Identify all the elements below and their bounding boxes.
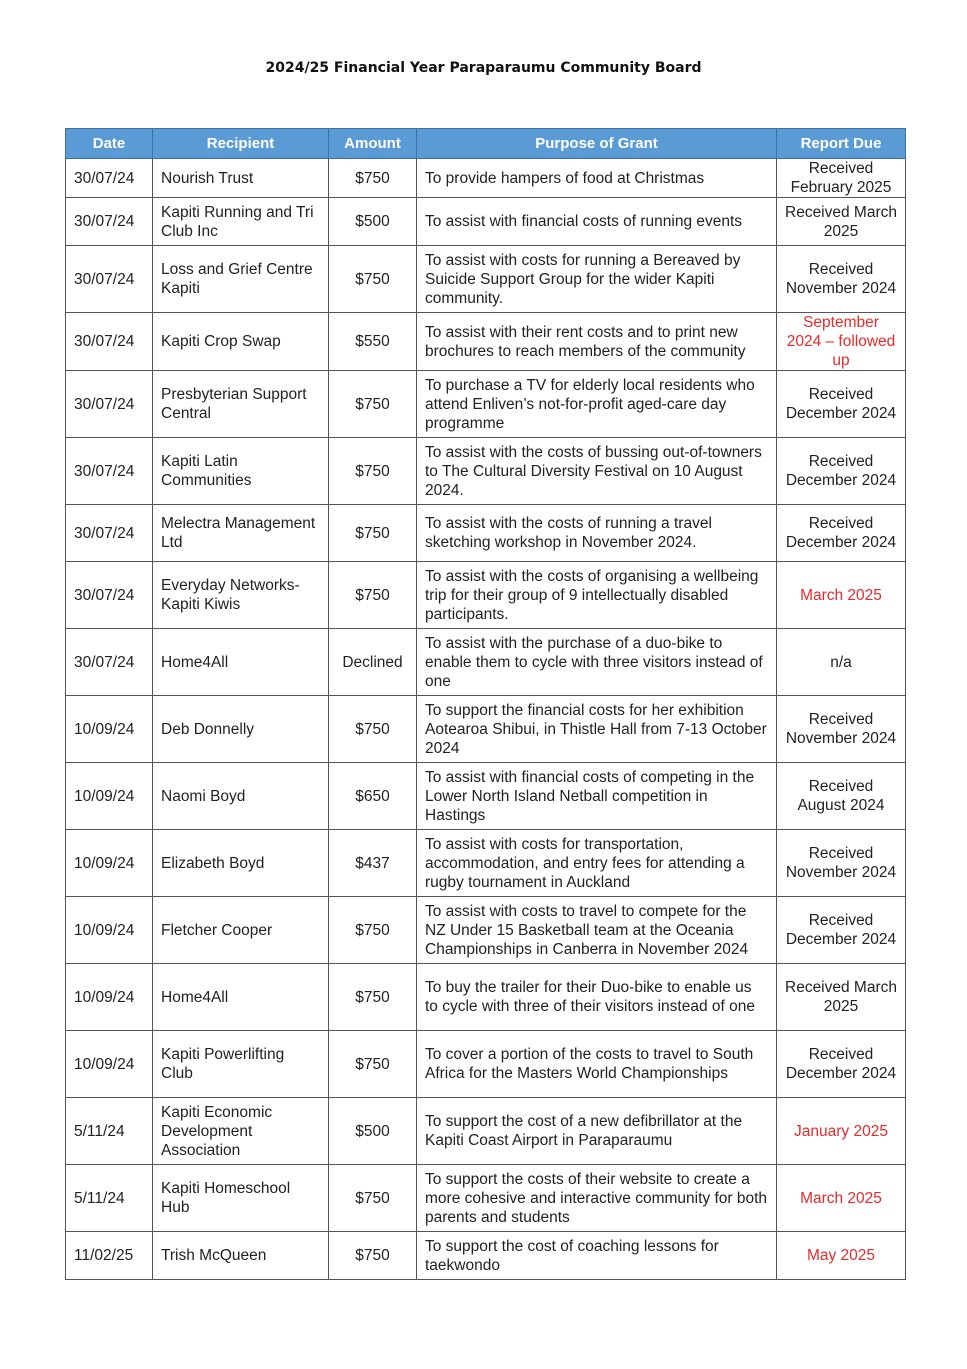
table-row [66, 438, 906, 505]
cell-amount: $750 [329, 562, 417, 629]
cell-amount: $750 [329, 964, 417, 1031]
cell-amount: $750 [329, 438, 417, 505]
cell-amount: $500 [329, 1098, 417, 1165]
cell-date: 30/07/24 [66, 629, 153, 696]
cell-amount: $750 [329, 246, 417, 313]
header-amount: Amount [329, 129, 417, 159]
cell-recipient: Home4All [153, 629, 329, 696]
cell-amount: $550 [329, 313, 417, 371]
cell-date: 10/09/24 [66, 964, 153, 1031]
cell-amount: $750 [329, 371, 417, 438]
table-row [66, 830, 906, 897]
cell-date: 10/09/24 [66, 696, 153, 763]
cell-report-due: Received November 2024 [777, 696, 906, 763]
table-row [66, 964, 906, 1031]
cell-purpose: To assist with financial costs of running events [417, 198, 777, 246]
cell-amount: $750 [329, 1031, 417, 1098]
cell-report-due: Received December 2024 [777, 1031, 906, 1098]
cell-purpose: To support the costs of their website to create a more cohesive and interactive community for both parents and students [417, 1165, 777, 1232]
table-row [66, 313, 906, 371]
table-row [66, 696, 906, 763]
header-recipient: Recipient [153, 129, 329, 159]
cell-report-due: January 2025 [777, 1098, 906, 1165]
table-row [66, 246, 906, 313]
table-row [66, 629, 906, 696]
cell-purpose: To buy the trailer for their Duo-bike to enable us to cycle with three of their visitors instead of one [417, 964, 777, 1031]
cell-amount: $750 [329, 1232, 417, 1280]
cell-amount: $650 [329, 763, 417, 830]
table-row [66, 562, 906, 629]
table-row [66, 198, 906, 246]
table-row [66, 1232, 906, 1280]
cell-recipient: Nourish Trust [153, 159, 329, 198]
cell-purpose: To assist with the costs of organising a wellbeing trip for their group of 9 intellectually disabled participants. [417, 562, 777, 629]
cell-recipient: Trish McQueen [153, 1232, 329, 1280]
cell-recipient: Kapiti Economic Development Association [153, 1098, 329, 1165]
cell-recipient: Home4All [153, 964, 329, 1031]
cell-purpose: To assist with their rent costs and to print new brochures to reach members of the community [417, 313, 777, 371]
cell-report-due: September 2024 – followed up [777, 313, 906, 371]
cell-recipient: Loss and Grief Centre Kapiti [153, 246, 329, 313]
cell-date: 11/02/25 [66, 1232, 153, 1280]
cell-report-due: Received December 2024 [777, 438, 906, 505]
table-row [66, 371, 906, 438]
cell-date: 10/09/24 [66, 830, 153, 897]
cell-date: 30/07/24 [66, 159, 153, 198]
cell-report-due: n/a [777, 629, 906, 696]
cell-date: 30/07/24 [66, 505, 153, 562]
cell-report-due: Received December 2024 [777, 371, 906, 438]
cell-report-due: Received March 2025 [777, 198, 906, 246]
cell-date: 30/07/24 [66, 438, 153, 505]
cell-date: 30/07/24 [66, 562, 153, 629]
cell-recipient: Kapiti Homeschool Hub [153, 1165, 329, 1232]
cell-report-due: Received November 2024 [777, 246, 906, 313]
grants-table [65, 128, 906, 1280]
cell-report-due: Received December 2024 [777, 505, 906, 562]
cell-purpose: To assist with the costs of bussing out-of-towners to The Cultural Diversity Festival on 10 August 2024. [417, 438, 777, 505]
header-purpose: Purpose of Grant [417, 129, 777, 159]
cell-purpose: To support the cost of a new defibrillator at the Kapiti Coast Airport in Paraparaumu [417, 1098, 777, 1165]
cell-date: 10/09/24 [66, 897, 153, 964]
cell-purpose: To support the financial costs for her exhibition Aotearoa Shibui, in Thistle Hall from 7-13 October 2024 [417, 696, 777, 763]
cell-recipient: Kapiti Running and Tri Club Inc [153, 198, 329, 246]
cell-purpose: To cover a portion of the costs to travel to South Africa for the Masters World Championships [417, 1031, 777, 1098]
cell-date: 30/07/24 [66, 246, 153, 313]
cell-amount: $750 [329, 696, 417, 763]
cell-amount: Declined [329, 629, 417, 696]
table-row [66, 897, 906, 964]
table-row [66, 763, 906, 830]
cell-recipient: Naomi Boyd [153, 763, 329, 830]
cell-report-due: Received March 2025 [777, 964, 906, 1031]
cell-purpose: To assist with the purchase of a duo-bike to enable them to cycle with three visitors instead of one [417, 629, 777, 696]
table-row [66, 1165, 906, 1232]
cell-purpose: To assist with costs for running a Bereaved by Suicide Support Group for the wider Kapiti community. [417, 246, 777, 313]
cell-date: 30/07/24 [66, 198, 153, 246]
header-report-due: Report Due [777, 129, 906, 159]
grants-table-body [66, 159, 906, 1280]
cell-amount: $437 [329, 830, 417, 897]
cell-purpose: To purchase a TV for elderly local residents who attend Enliven’s not-for-profit aged-care day programme [417, 371, 777, 438]
table-row [66, 159, 906, 198]
cell-report-due: March 2025 [777, 562, 906, 629]
page-title: 2024/25 Financial Year Paraparaumu Community Board [265, 60, 702, 76]
cell-recipient: Presbyterian Support Central [153, 371, 329, 438]
cell-recipient: Kapiti Powerlifting Club [153, 1031, 329, 1098]
cell-recipient: Melectra Management Ltd [153, 505, 329, 562]
cell-report-due: Received August 2024 [777, 763, 906, 830]
cell-report-due: Received December 2024 [777, 897, 906, 964]
cell-date: 30/07/24 [66, 313, 153, 371]
cell-amount: $750 [329, 505, 417, 562]
cell-date: 30/07/24 [66, 371, 153, 438]
table-row [66, 1031, 906, 1098]
cell-date: 10/09/24 [66, 763, 153, 830]
cell-purpose: To provide hampers of food at Christmas [417, 159, 777, 198]
cell-purpose: To assist with the costs of running a travel sketching workshop in November 2024. [417, 505, 777, 562]
cell-amount: $750 [329, 159, 417, 198]
cell-amount: $500 [329, 198, 417, 246]
cell-recipient: Elizabeth Boyd [153, 830, 329, 897]
cell-date: 5/11/24 [66, 1098, 153, 1165]
cell-date: 10/09/24 [66, 1031, 153, 1098]
cell-purpose: To support the cost of coaching lessons for taekwondo [417, 1232, 777, 1280]
cell-amount: $750 [329, 1165, 417, 1232]
cell-purpose: To assist with costs for transportation, accommodation, and entry fees for attending a rugby tournament in Auckland [417, 830, 777, 897]
table-row [66, 505, 906, 562]
cell-report-due: Received November 2024 [777, 830, 906, 897]
cell-purpose: To assist with costs to travel to compete for the NZ Under 15 Basketball team at the Oceania Championships in Canberra in November 2024 [417, 897, 777, 964]
cell-recipient: Everyday Networks-Kapiti Kiwis [153, 562, 329, 629]
cell-recipient: Fletcher Cooper [153, 897, 329, 964]
table-header-row [66, 129, 906, 159]
cell-amount: $750 [329, 897, 417, 964]
cell-report-due: May 2025 [777, 1232, 906, 1280]
table-row [66, 1098, 906, 1165]
cell-purpose: To assist with financial costs of competing in the Lower North Island Netball competition in Hastings [417, 763, 777, 830]
cell-report-due: Received February 2025 [777, 159, 906, 198]
cell-report-due: March 2025 [777, 1165, 906, 1232]
cell-recipient: Kapiti Latin Communities [153, 438, 329, 505]
cell-recipient: Kapiti Crop Swap [153, 313, 329, 371]
cell-recipient: Deb Donnelly [153, 696, 329, 763]
cell-date: 5/11/24 [66, 1165, 153, 1232]
header-date: Date [66, 129, 153, 159]
